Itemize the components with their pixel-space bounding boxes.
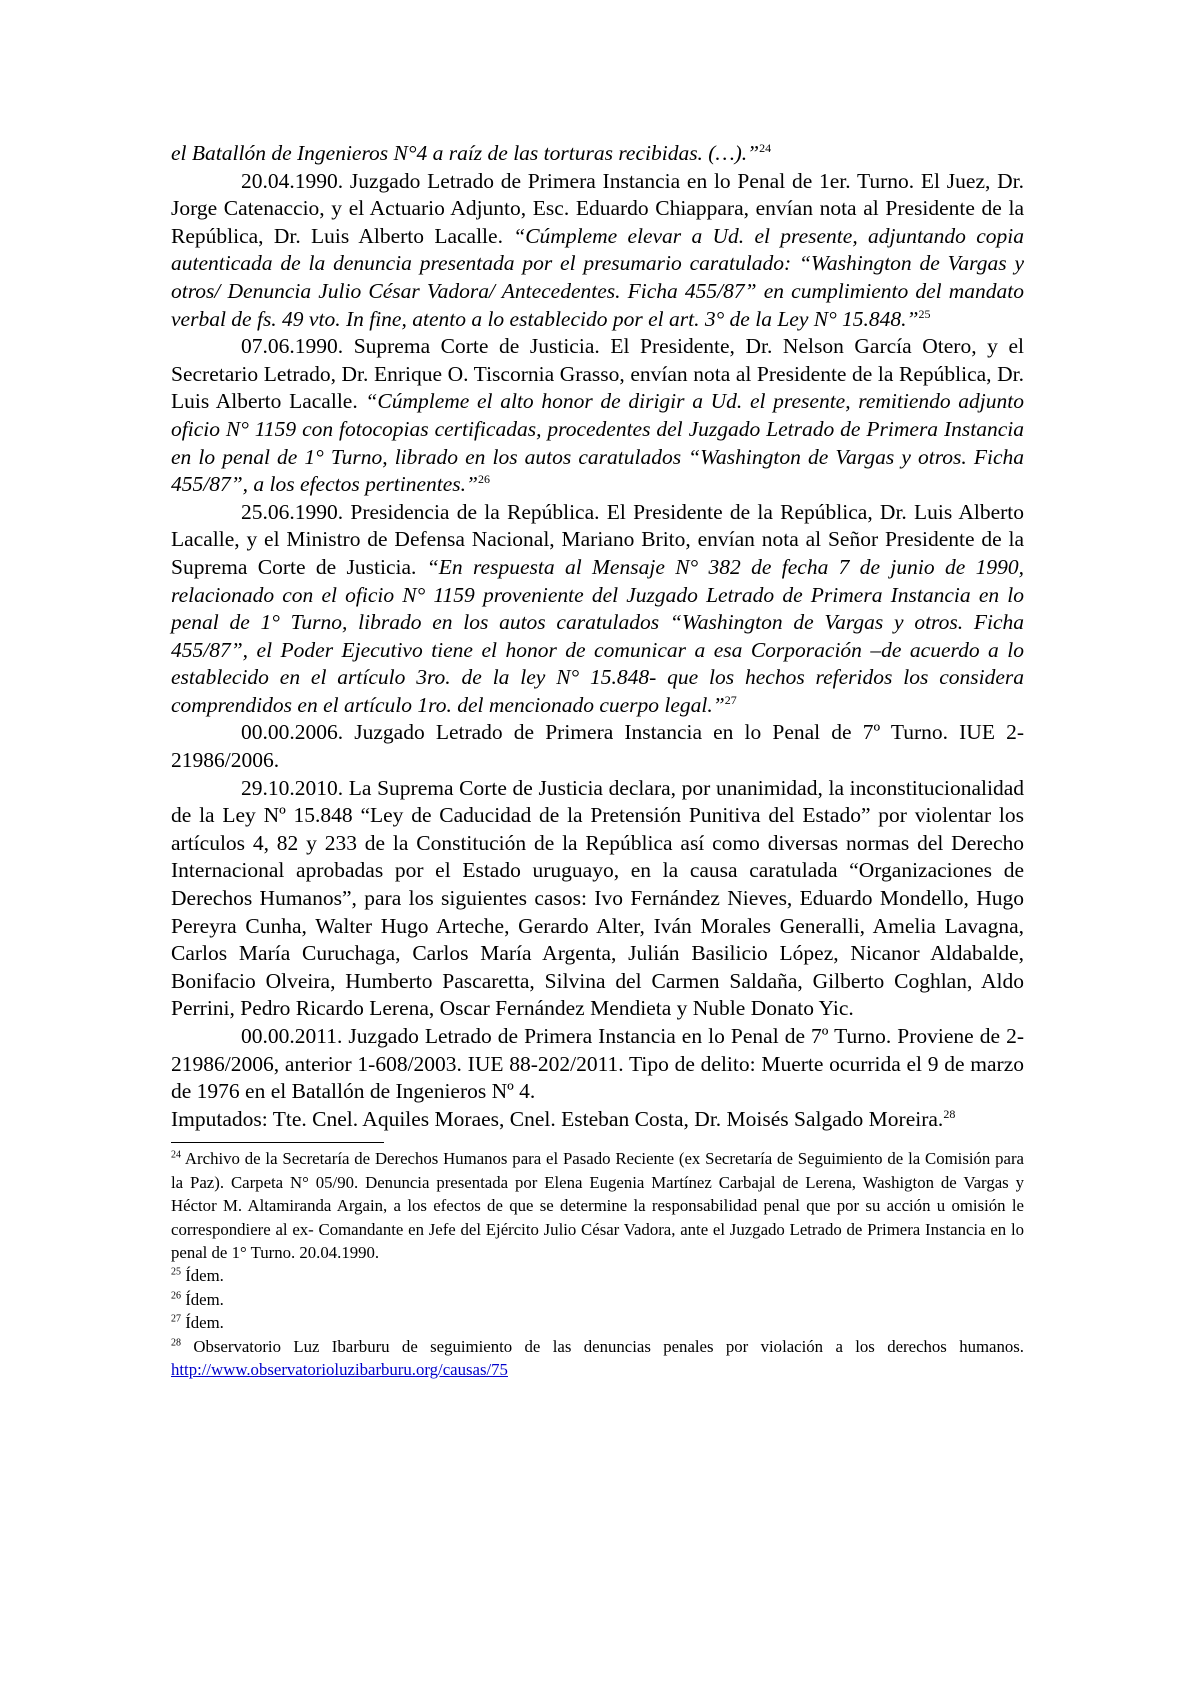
footnote-number: 27 — [171, 1313, 181, 1325]
footnote-ref[interactable]: 28 — [943, 1106, 956, 1121]
paragraph-entry-2010-10-29 — [171, 775, 1024, 1023]
footnote-text: Ídem. — [181, 1266, 224, 1286]
footnote-ref[interactable]: 26 — [477, 471, 490, 486]
quoted-text: el Batallón de Ingenieros N°4 a raíz de las torturas recibidas. (…).” — [171, 141, 760, 165]
quoted-text: “En respuesta al Mensaje N° 382 de fecha 7 de junio de 1990, relacionado con el oficio N° 1159 proveniente del Juzgado Letrado de Primera Instancia en lo penal de 1° Turno, librado en los autos caratulados “Washington de Vargas y otros. Ficha 455/87”, el Poder Ejecutivo tiene el honor de comunicar a esa Corporación –de acuerdo a lo establecido en el artículo 3ro. de la ley N° 15.848- que los hechos referidos los considera comprendidos en el artículo 1ro. del mencionado cuerpo legal.” — [171, 554, 1024, 717]
paragraph-entry-2006 — [171, 719, 1024, 774]
footnote-number: 25 — [171, 1266, 181, 1278]
footnote-text: Observatorio Luz Ibarburu de seguimiento de las denuncias penales por violación a los derechos humanos. — [181, 1336, 1024, 1356]
entry-text: 25.06.1990. Presidencia de la República. El Presidente de la República, Dr. Luis Alberto Lacalle, y el Ministro de Defensa Nacional, Mariano Brito, envían nota al Señor Presidente de la Suprema Corte de Justicia. — [171, 499, 1024, 579]
paragraph-imputados — [171, 1106, 1024, 1134]
footnote-24 — [171, 1147, 1024, 1264]
entry-text: 00.00.2006. Juzgado Letrado de Primera Instancia en lo Penal de 7º Turno. IUE 2-21986/2006. — [171, 720, 1024, 773]
footnote-25 — [171, 1264, 1024, 1287]
quoted-text: “Cúmpleme elevar a Ud. el presente, adjuntando copia autenticada de la denuncia presentada por el presumario caratulado: “Washington de Vargas y otros/ Denuncia Julio César Vadora/ Antecedentes. Ficha 455/87” en cumplimiento del mandato verbal de fs. 49 vto. In fine, atento a lo establecido por el art. 3° de la Ley N° 15.848.” — [171, 223, 1024, 331]
quoted-text: “Cúmpleme el alto honor de dirigir a Ud. el presente, remitiendo adjunto oficio N° 1159 con fotocopias certificadas, procedentes del Juzgado Letrado de Primera Instancia en lo penal de 1° Turno, librado en los autos caratulados “Washington de Vargas y otros. Ficha 455/87”, a los efectos pertinentes.” — [171, 389, 1024, 497]
footnote-link[interactable]: http://www.observatorioluzibarburu.org/causas/75 — [171, 1360, 508, 1380]
document-page — [171, 140, 1024, 1381]
footnote-text: Archivo de la Secretaría de Derechos Humanos para el Pasado Reciente (ex Secretaría de Seguimiento de la Comisión para la Paz). Carpeta N° 05/90. Denuncia presentada por Elena Eugenia Martínez Carbajal de Lerena, Washigton de Vargas y Héctor M. Altamiranda Argain, a los efectos de que se determine la responsabilidad penal que por su acción u omisión le correspondiere al ex- Comandante en Jefe del Ejército Julio César Vadora, ante el Juzgado Letrado de Primera Instancia en lo penal de 1° Turno. 20.04.1990. — [171, 1149, 1024, 1262]
footnote-text: Ídem. — [181, 1313, 224, 1333]
footnote-number: 26 — [171, 1290, 181, 1302]
footnote-number: 28 — [171, 1337, 181, 1349]
footnote-28 — [171, 1335, 1024, 1382]
entry-text: 29.10.2010. La Suprema Corte de Justicia declara, por unanimidad, la inconstitucionalidad de la Ley Nº 15.848 “Ley de Caducidad de la Pretensión Punitiva del Estado” por violentar los artículos 4, 82 y 233 de la Constitución de la República así como diversas normas del Derecho Internacional aprobadas por el Estado uruguayo, en la causa caratulada “Organizaciones de Derechos Humanos”, para los siguientes casos: Ivo Fernández Nieves, Eduardo Mondello, Hugo Pereyra Cunha, Walter Hugo Arteche, Gerardo Alter, Iván Morales Generalli, Amelia Lavagna, Carlos María Curuchaga, Carlos María Argenta, Julián Basilicio López, Nicanor Aldabalde, Bonifacio Olveira, Humberto Pascaretta, Silvina del Carmen Saldaña, Gilberto Coghlan, Aldo Perrini, Pedro Ricardo Lerena, Oscar Fernández Mendieta y Nuble Donato Yic. — [171, 775, 1024, 1021]
entry-text: 07.06.1990. Suprema Corte de Justicia. El Presidente, Dr. Nelson García Otero, y el Secretario Letrado, Dr. Enrique O. Tiscornia Grasso, envían nota al Presidente de la República, Dr. Luis Alberto Lacalle. — [171, 334, 1024, 414]
footnote-text: Ídem. — [181, 1289, 224, 1309]
paragraph-entry-1990-04-20 — [171, 168, 1024, 334]
paragraph-entry-1990-06-07 — [171, 333, 1024, 499]
footnote-ref[interactable]: 27 — [724, 692, 737, 707]
footnote-number: 24 — [171, 1149, 181, 1161]
entry-text: 20.04.1990. Juzgado Letrado de Primera Instancia en lo Penal de 1er. Turno. El Juez, Dr. Jorge Catenaccio, y el Actuario Adjunto, Esc. Eduardo Chiappara, envían nota al Presidente de la República, Dr. Luis Alberto Lacalle. — [171, 168, 1024, 248]
footnote-separator — [171, 1142, 384, 1143]
entry-text: Imputados: Tte. Cnel. Aquiles Moraes, Cnel. Esteban Costa, Dr. Moisés Salgado Moreira. — [171, 1106, 944, 1131]
footnote-ref[interactable]: 25 — [918, 306, 931, 321]
paragraph-entry-1990-06-25 — [171, 499, 1024, 720]
footnote-27 — [171, 1311, 1024, 1334]
footnote-ref[interactable]: 24 — [759, 140, 772, 155]
footnote-26 — [171, 1288, 1024, 1311]
paragraph-continuation — [171, 140, 1024, 168]
entry-text: 00.00.2011. Juzgado Letrado de Primera Instancia en lo Penal de 7º Turno. Proviene de 2-21986/2006, anterior 1-608/2003. IUE 88-202/2011. Tipo de delito: Muerte ocurrida el 9 de marzo de 1976 en el Batallón de Ingenieros Nº 4. — [171, 1024, 1024, 1104]
paragraph-entry-2011 — [171, 1023, 1024, 1106]
